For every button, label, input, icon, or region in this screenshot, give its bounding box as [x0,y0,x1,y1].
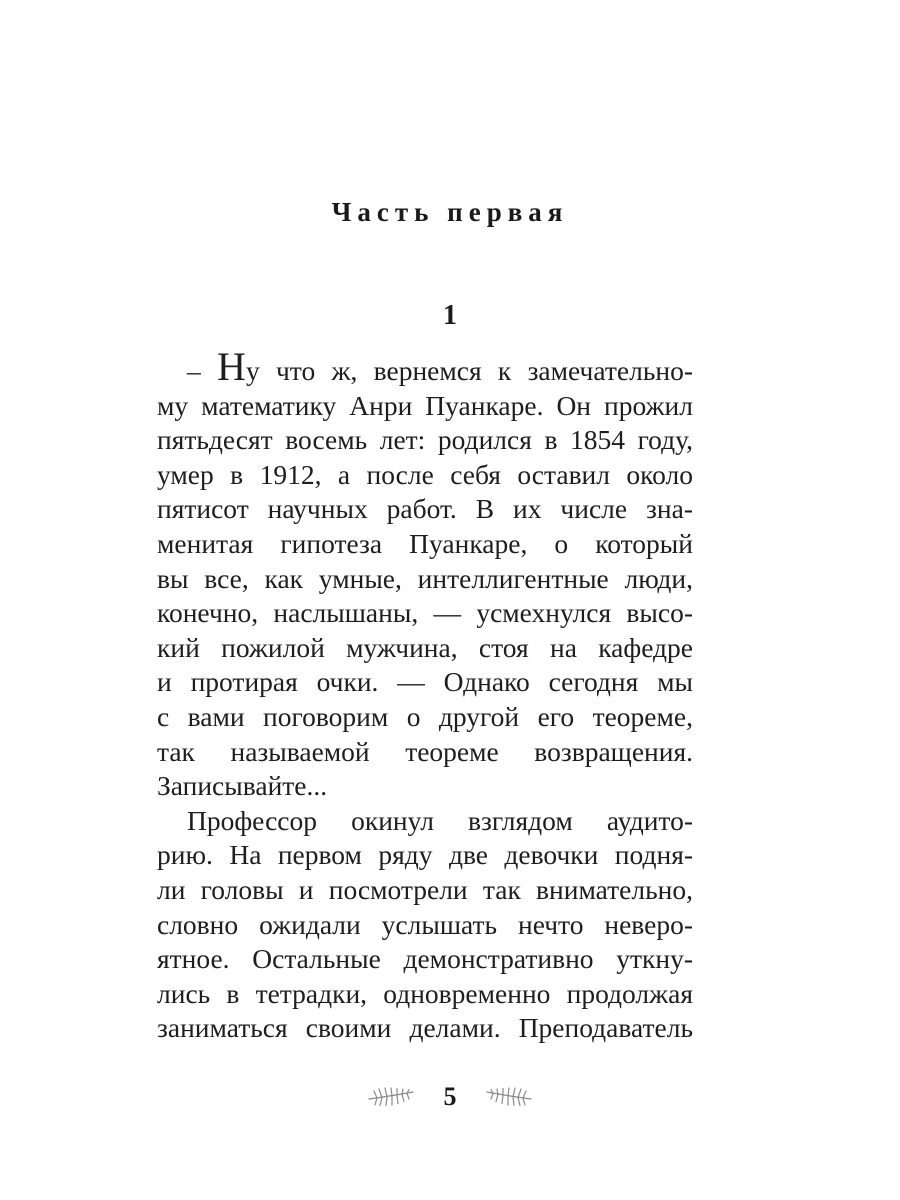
drop-cap: Н [217,344,246,389]
text-line: с вами поговорим о другой его теореме, [157,700,693,732]
text-line: кий пожилой мужчина, стоя на кафедре [157,631,693,663]
text-line: Записывайте... [157,770,328,802]
part-title: Часть первая [331,197,569,227]
text-line: и протирая очки. — Однако сегодня мы [157,666,693,698]
chapter-number: 1 [443,300,457,331]
fern-leaf-icon [485,1086,533,1108]
paragraph-1 [157,344,693,804]
body-text [157,344,693,1046]
fern-leaf-icon [367,1086,415,1108]
text-line: словно ожидали услышать нечто неверо- [157,908,693,940]
text-line: лись в тетрадки, одновременно продолжая [157,977,693,1009]
text-line: менитая гипотеза Пуанкаре, о который [157,527,693,559]
text-line: му математику Анри Пуанкаре. Он прожил [157,389,693,421]
text-line: ятное. Остальные демонстративно уткну- [157,943,693,975]
text-line: Профессор окинул взглядом аудито- [187,804,693,836]
paragraph-2 [157,804,693,1046]
text-line: заниматься своими делами. Преподаватель [157,1012,693,1044]
text-line: конечно, наслышаны, — усмехнулся высо- [157,597,693,629]
text-line: пятисот научных работ. В их числе зна- [157,493,693,525]
page-number: 5 [443,1082,457,1111]
text-line: ли головы и посмотрели так внимательно, [157,873,693,905]
dialogue-dash: – [187,355,218,386]
page-footer [0,1082,900,1112]
text-line: так называемой теореме возвращения. [157,735,693,767]
text-line: рию. На первом ряду две девочки подня- [157,839,693,871]
text-line: пятьдесят восемь лет: родился в 1854 году, [157,424,693,456]
text-line: вы все, как умные, интеллигентные люди, [157,562,693,594]
text-line: умер в 1912, а после себя оставил около [157,458,693,490]
text-line: – Ну что ж, вернемся к замечательно- [187,344,693,389]
